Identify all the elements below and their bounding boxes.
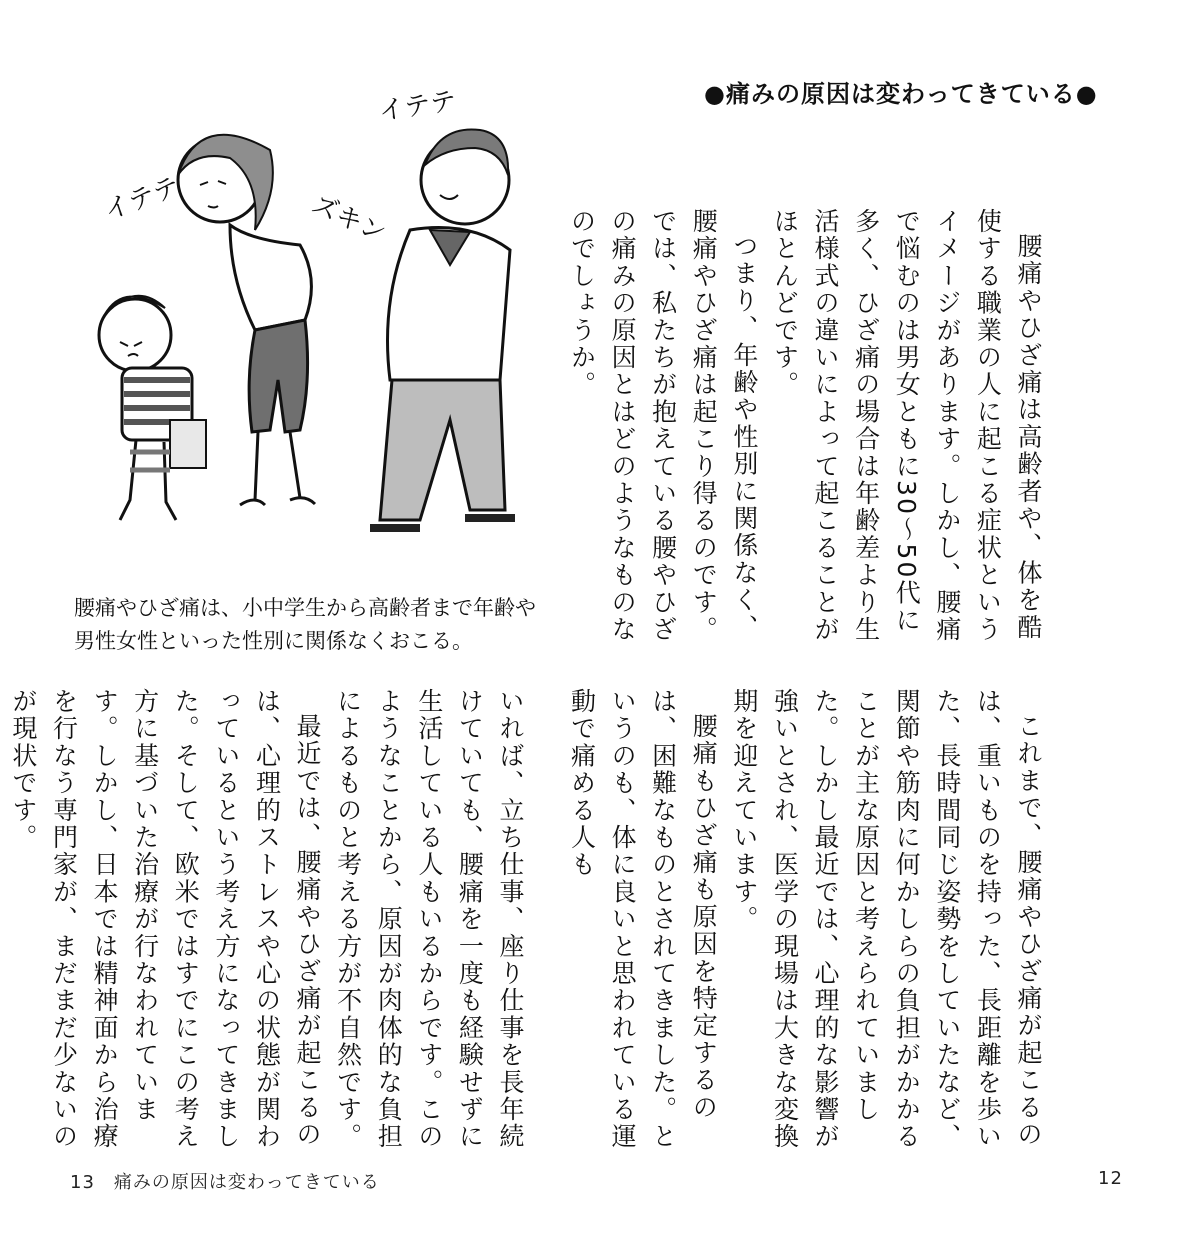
illustration-caption: 腰痛やひざ痛は、小中学生から高齢者まで年齢や男性女性といった性別に関係なくおこる。: [74, 596, 536, 653]
illustration-people-in-pain: [80, 80, 540, 560]
section-heading: ●痛みの原因は変わってきている●: [704, 80, 1098, 108]
body-text-lower-left: [8, 688, 530, 1158]
paragraph: つまり、年齢や性別に関係なく、腰痛やひざ痛は起こり得るのです。では、私たちが抱えている腰やひざの痛みの原因とはどのようなものなのでしょうか。: [567, 208, 759, 644]
body-text-lower-right: [567, 688, 1048, 1158]
sound-effect-child: イテテ: [100, 171, 184, 227]
sound-effect-woman: ズキン: [307, 189, 391, 250]
sound-effect-man: イテテ: [376, 86, 459, 127]
page-number-right: 12: [1098, 1168, 1123, 1189]
paragraph: 腰痛もひざ痛も原因を特定するのは、困難なものとされてきました。というのも、体に良いと思われている運動で痛める人も: [567, 688, 719, 1151]
page-footer-left: 13 痛みの原因は変わってきている: [70, 1172, 380, 1193]
paragraph: 最近では、腰痛やひざ痛が起こるのは、心理的ストレスや心の状態が関わっているという考え方になってきました。そして、欧米ではすでにこの考え方に基づいた治療が行なわれています。しかし、日本では精神面から治療を行なう専門家が、まだまだ少ないのが現状です。: [8, 688, 323, 1151]
paragraph: これまで、腰痛やひざ痛が起こるのは、重いものを持った、長距離を歩いた、長時間同じ姿勢をしていたなど、関節や筋肉に何かしらの負担がかかることが主な原因と考えられていました。しかし最近では、心理的な影響が強いとされ、医学の現場は大きな変換期を迎えています。: [729, 688, 1043, 1151]
man-figure: [370, 129, 515, 528]
body-text-upper-right: [567, 208, 1048, 658]
paragraph: 腰痛やひざ痛は高齢者や、体を酷使する職業の人に起こる症状というイメージがあります。しかし、腰痛で悩むのは男女ともに30～50代に多く、ひざ痛の場合は年齢差より生活様式の違いによって起こることがほとんどです。: [770, 208, 1043, 644]
paragraph: いれば、立ち仕事、座り仕事を長年続けていても、腰痛を一度も経験せずに生活している人もいるからです。このようなことから、原因が肉体的な負担によるものと考える方が不自然です。: [333, 688, 525, 1151]
child-figure: [99, 296, 206, 520]
